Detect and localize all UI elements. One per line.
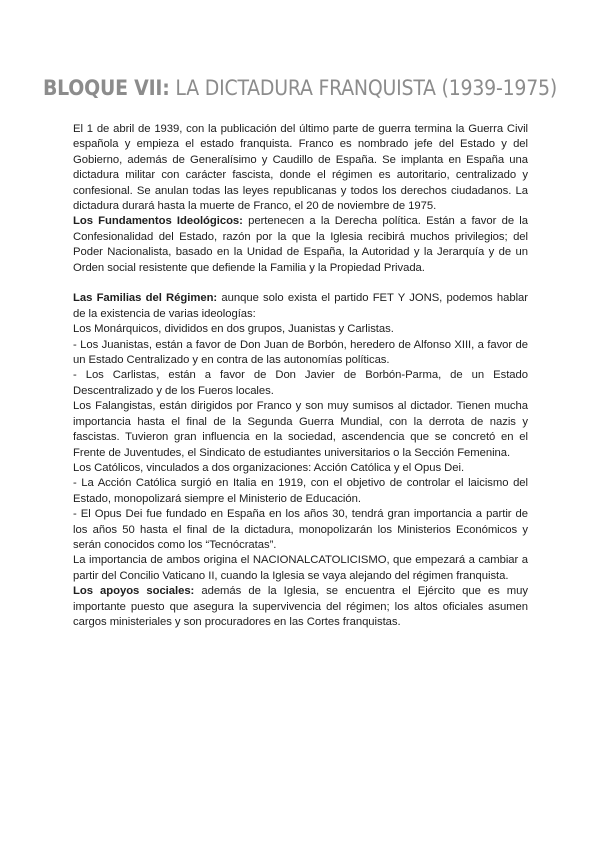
page-title [0,76,600,100]
fundamentos-text: pertenecen a la Derecha política. Están a favor de la Confesionalidad del Estado, razón por la que la Iglesia recibirá muchos privilegios; del Poder Nacionalista, basado en la Unidad de España, la Autoridad y la Jerarquía y de un Orden social resistente que defiende la Familia y la Propiedad Privada. [73,215,528,274]
familias-text: aunque solo exista el partido FET Y JONS, podemos hablar de la existencia de varias ideologías: [73,292,529,320]
apoyos-heading: Los apoyos sociales: [73,585,195,598]
familias-monarquicos: Los Monárquicos, divididos en dos grupos, Juanistas y Carlistas. [73,323,394,336]
apoyos-text: además de la Iglesia, se encuentra el Ejército que es muy importante puesto que asegura la supervivencia del régimen; los altos oficiales asumen cargos ministeriales y son procuradores en las Cortes franquistas. [73,585,528,628]
familias-falangistas: Los Falangistas, están dirigidos por Franco y son muy sumisos al dictador. Tienen mucha importancia hasta el final de la Segunda Guerra Mundial, con la derrota de nazis y fascistas. Tuvieron gran influencia en la sociedad, ascendencia que se concretó en el Frente de Juventudes, el Sindicato de estudiantes universitarios o la Sección Femenina. [73,400,528,459]
familias-accion-catolica: - La Acción Católica surgió en Italia en 1919, con el objetivo de controlar el laicismo del Estado, monopolizará siempre el Ministerio de Educación. [73,477,528,505]
familias-juanistas: - Los Juanistas, están a favor de Don Juan de Borbón, heredero de Alfonso XIII, a favor de un Estado Centralizado y en contra de las autonomías políticas. [73,338,528,367]
familias-opus-dei: - El Opus Dei fue fundado en España en los años 30, tendrá gran importancia a partir de los años 50 hasta el final de la dictadura, monopolizarán los Ministerios Económicos y serán conocidos como los “Tecnócratas”. [73,508,528,551]
familias-nacionalcatolicismo: La importancia de ambos origina el NACIONALCATOLICISMO, que empezará a cambiar a partir del Concilio Vaticano II, cuando la Iglesia se vaya alejando del régimen franquista. [73,554,528,582]
familias-section [73,291,528,584]
apoyos-paragraph [73,584,528,630]
fundamentos-paragraph [73,214,528,276]
familias-carlistas: - Los Carlistas, están a favor de Don Javier de Borbón-Parma, de un Estado Descentralizado y de los Fueros locales. [73,369,528,397]
familias-paragraph [73,291,528,322]
intro-paragraph: El 1 de abril de 1939, con la publicación del último parte de guerra termina la Guerra Civil española y empieza el estado franquista. Franco es nombrado jefe del Estado y del Gobierno, además de Generalísimo y Caudillo de España. Se implanta en España una dictadura militar con carácter fascista, donde el régimen es autoritario, centralizado y confesional. Se anulan todas las leyes republicanas y todos los derechos ciudadanos. La dictadura durará hasta la muerte de Franco, el 20 de noviembre de 1975. [73,123,528,213]
familias-catolicos: Los Católicos, vinculados a dos organizaciones: Acción Católica y el Opus Dei. [73,461,465,474]
title-rest: LA DICTADURA FRANQUISTA (1939-1975) [175,76,558,100]
title-bold: BLOQUE VII: [42,76,170,100]
document-body [73,122,528,630]
fundamentos-heading: Los Fundamentos Ideológicos: [73,215,243,228]
familias-heading: Las Familias del Régimen: [73,292,218,305]
